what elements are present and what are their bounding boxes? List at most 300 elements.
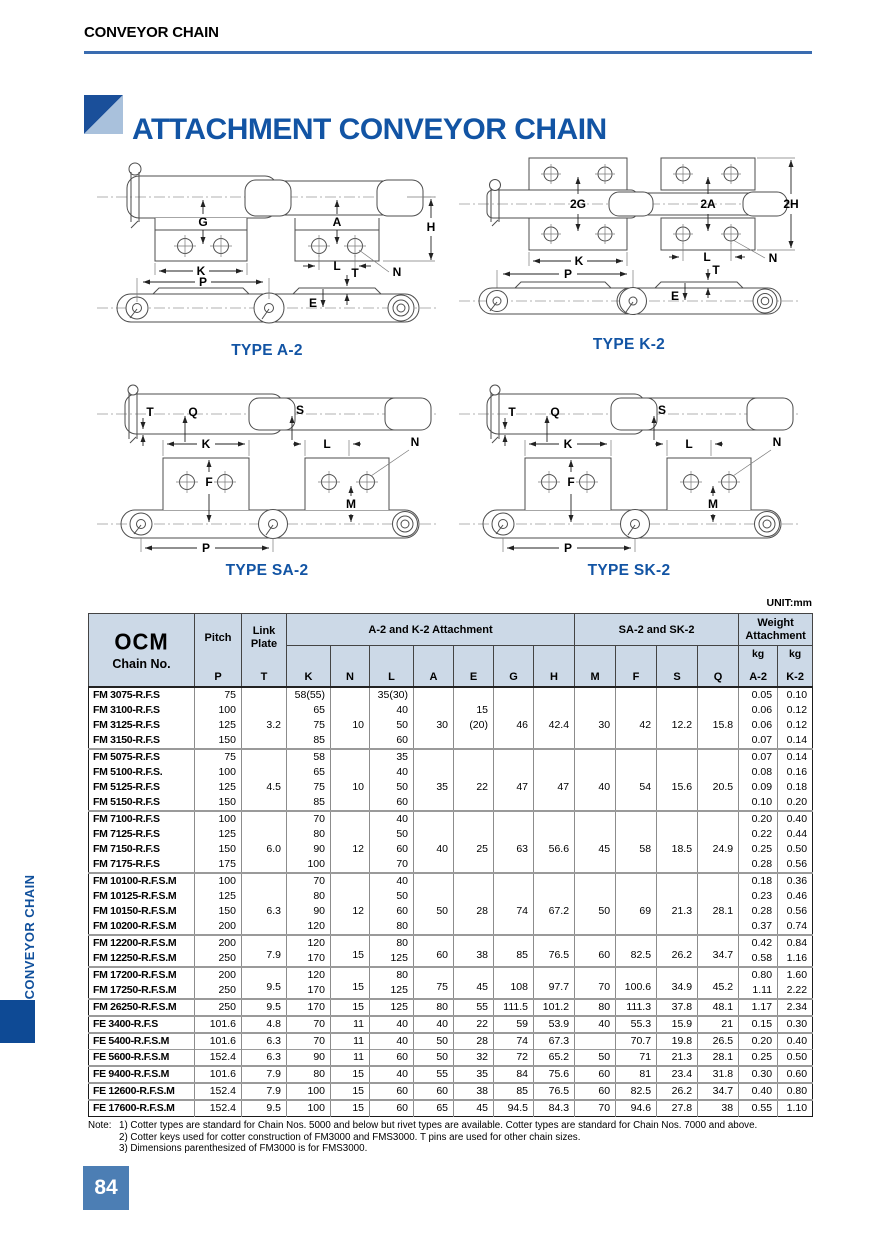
dim-label-m: M	[346, 497, 356, 511]
dim-label-f: F	[567, 475, 575, 489]
cell-a: 40	[414, 1016, 454, 1033]
cell-p: 200	[195, 919, 242, 935]
col-header-weight-k2: K-2	[778, 661, 813, 687]
cell-q: 31.8	[698, 1066, 739, 1083]
cell-l: 125	[370, 999, 414, 1016]
col-header-link-plate: Link Plate	[242, 614, 287, 662]
cell-t: 6.3	[242, 1033, 287, 1050]
cell-weight-a2: 0.25	[739, 842, 778, 857]
cell-h: 97.7	[534, 967, 575, 999]
dim-label-l: L	[685, 437, 693, 451]
cell-a: 75	[414, 967, 454, 999]
cell-g: 46	[494, 687, 534, 749]
table-row	[89, 1033, 813, 1050]
cell-weight-k2: 0.18	[778, 780, 813, 795]
note-line: 3) Dimensions parenthesized of FM3000 is for FMS3000.	[119, 1143, 368, 1155]
cell-weight-k2: 0.74	[778, 919, 813, 935]
cell-g: 74	[494, 873, 534, 935]
cell-q: 45.2	[698, 967, 739, 999]
cell-n: 11	[331, 1033, 370, 1050]
col-header-n: N	[331, 646, 370, 688]
cell-k: 90	[287, 904, 331, 919]
cell-t: 6.3	[242, 1050, 287, 1067]
group-header-weight: Weight Attachment	[739, 614, 813, 646]
diagram-a2	[97, 158, 437, 360]
cell-k: 100	[287, 1100, 331, 1117]
cell-e: 22	[454, 749, 494, 811]
diagram-sa2-drawing	[97, 384, 437, 556]
dim-label-n: N	[772, 435, 782, 449]
cell-e: 45	[454, 967, 494, 999]
cell-a: 55	[414, 1066, 454, 1083]
cell-p: 200	[195, 935, 242, 951]
diagram-a2-drawing	[97, 158, 437, 336]
dim-label-p: P	[201, 541, 211, 555]
header-rule	[84, 51, 812, 54]
cell-e: 15 (20)	[454, 687, 494, 749]
cell-q: 38	[698, 1100, 739, 1117]
table-row	[89, 1050, 813, 1067]
page-number-badge: 84	[83, 1166, 129, 1210]
table-row	[89, 1100, 813, 1117]
cell-n: 10	[331, 687, 370, 749]
cell-g: 111.5	[494, 999, 534, 1016]
cell-k: 80	[287, 827, 331, 842]
group-header-sa2sk2: SA-2 and SK-2	[575, 614, 739, 646]
dim-label-n: N	[410, 435, 420, 449]
cell-f: 70.7	[616, 1033, 657, 1050]
cell-g: 108	[494, 967, 534, 999]
cell-q: 21	[698, 1016, 739, 1033]
cell-e: 35	[454, 1066, 494, 1083]
cell-q: 48.1	[698, 999, 739, 1016]
dim-label-q: Q	[188, 405, 198, 419]
cell-l: 50	[370, 827, 414, 842]
dim-label-s: S	[295, 403, 305, 417]
cell-h: 56.6	[534, 811, 575, 873]
col-header-weight-a2: A-2	[739, 661, 778, 687]
cell-chain-no: FM 3125-R.F.S	[93, 719, 160, 731]
cell-k: 58	[287, 749, 331, 765]
dim-label-p: P	[563, 541, 573, 555]
cell-chain-no: FE 12600-R.F.S.M	[89, 1083, 195, 1100]
cell-weight-a2: 0.23	[739, 889, 778, 904]
cell-p: 250	[195, 951, 242, 967]
cell-t: 7.9	[242, 1083, 287, 1100]
cell-p: 152.4	[195, 1083, 242, 1100]
cell-chain-no: FE 9400-R.F.S.M	[89, 1066, 195, 1083]
cell-g: 74	[494, 1033, 534, 1050]
cell-s: 18.5	[657, 811, 698, 873]
cell-m	[575, 1033, 616, 1050]
cell-f: 94.6	[616, 1100, 657, 1117]
caption-a2: TYPE A-2	[231, 342, 303, 359]
cell-weight-a2: 0.25	[739, 1050, 778, 1067]
dim-label-t: T	[508, 405, 516, 419]
dim-label-t: T	[146, 405, 154, 419]
col-header-p: P	[195, 661, 242, 687]
cell-weight-a2: 0.06	[739, 718, 778, 733]
cell-f: 71	[616, 1050, 657, 1067]
cell-q: 28.1	[698, 873, 739, 935]
cell-weight-k2: 0.16	[778, 765, 813, 780]
cell-a: 50	[414, 1050, 454, 1067]
col-header-t: T	[242, 661, 287, 687]
cell-p: 125	[195, 718, 242, 733]
table-row	[89, 1016, 813, 1033]
cell-h: 53.9	[534, 1016, 575, 1033]
cell-p: 125	[195, 780, 242, 795]
cell-weight-a2: 0.40	[739, 1083, 778, 1100]
cell-f: 111.3	[616, 999, 657, 1016]
cell-chain-no: FM 3075-R.F.S	[93, 689, 160, 701]
cell-g: 84	[494, 1066, 534, 1083]
chain-table-body	[89, 687, 813, 1117]
cell-weight-a2: 0.08	[739, 765, 778, 780]
cell-p: 101.6	[195, 1033, 242, 1050]
cell-k: 70	[287, 811, 331, 827]
dim-label-h: H	[426, 220, 436, 234]
cell-weight-a2: 0.28	[739, 904, 778, 919]
cell-m: 70	[575, 1100, 616, 1117]
cell-weight-k2: 0.14	[778, 733, 813, 749]
cell-p: 250	[195, 999, 242, 1016]
cell-q: 20.5	[698, 749, 739, 811]
cell-a: 50	[414, 1033, 454, 1050]
cell-k: 170	[287, 951, 331, 967]
cell-h: 101.2	[534, 999, 575, 1016]
cell-l: 125	[370, 951, 414, 967]
cell-p: 150	[195, 842, 242, 857]
cell-weight-a2: 0.07	[739, 749, 778, 765]
cell-h: 84.3	[534, 1100, 575, 1117]
cell-k: 100	[287, 1083, 331, 1100]
cell-m: 80	[575, 999, 616, 1016]
cell-m: 60	[575, 935, 616, 967]
cell-p: 100	[195, 811, 242, 827]
cell-weight-a2: 0.18	[739, 873, 778, 889]
cell-s: 26.2	[657, 1083, 698, 1100]
cell-n: 15	[331, 967, 370, 999]
cell-p: 100	[195, 765, 242, 780]
cell-h: 75.6	[534, 1066, 575, 1083]
dim-label-a: A	[332, 215, 342, 229]
table-row	[89, 687, 813, 703]
cell-f: 58	[616, 811, 657, 873]
cell-k: 65	[287, 765, 331, 780]
cell-m: 50	[575, 873, 616, 935]
cell-t: 9.5	[242, 999, 287, 1016]
cell-l: 35(30)	[370, 687, 414, 703]
cell-weight-k2: 0.60	[778, 1066, 813, 1083]
cell-t: 7.9	[242, 935, 287, 967]
sidebar-tab	[0, 1000, 35, 1043]
cell-l: 35	[370, 749, 414, 765]
cell-weight-a2: 0.55	[739, 1100, 778, 1117]
col-header-h: H	[534, 646, 575, 688]
cell-weight-a2: 0.30	[739, 1066, 778, 1083]
cell-p: 75	[195, 687, 242, 703]
cell-l: 40	[370, 1033, 414, 1050]
kg-label-a2: kg	[739, 646, 778, 662]
dim-label-p: P	[563, 267, 573, 281]
cell-q: 26.5	[698, 1033, 739, 1050]
cell-l: 40	[370, 811, 414, 827]
cell-l: 40	[370, 765, 414, 780]
dim-label-2a: 2A	[700, 197, 716, 211]
cell-l: 60	[370, 1083, 414, 1100]
cell-p: 150	[195, 904, 242, 919]
cell-f: 69	[616, 873, 657, 935]
dim-label-k: K	[196, 264, 206, 278]
cell-a: 60	[414, 1083, 454, 1100]
cell-chain-no: FM 5100-R.F.S.	[93, 766, 163, 778]
cell-n: 15	[331, 1066, 370, 1083]
cell-l: 80	[370, 967, 414, 983]
cell-q: 34.7	[698, 1083, 739, 1100]
dim-label-t: T	[712, 263, 720, 277]
cell-l: 40	[370, 1066, 414, 1083]
page-title: ATTACHMENT CONVEYOR CHAIN	[132, 113, 607, 147]
dim-label-n: N	[768, 251, 778, 265]
cell-a: 60	[414, 935, 454, 967]
cell-weight-a2: 0.06	[739, 703, 778, 718]
cell-m: 50	[575, 1050, 616, 1067]
cell-s: 26.2	[657, 935, 698, 967]
cell-weight-a2: 1.11	[739, 983, 778, 999]
cell-chain-no: FM 5125-R.F.S	[93, 781, 160, 793]
cell-p: 125	[195, 827, 242, 842]
cell-weight-k2: 0.36	[778, 873, 813, 889]
cell-h: 47	[534, 749, 575, 811]
cell-n: 11	[331, 1050, 370, 1067]
caption-sa2: TYPE SA-2	[225, 562, 309, 579]
dim-label-l: L	[323, 437, 331, 451]
cell-weight-k2: 0.10	[778, 687, 813, 703]
cell-m: 40	[575, 749, 616, 811]
dim-label-n: N	[392, 265, 402, 279]
dim-label-l: L	[333, 259, 341, 273]
cell-l: 80	[370, 919, 414, 935]
dim-label-f: F	[205, 475, 213, 489]
cell-chain-no: FM 10100-R.F.S.M	[89, 873, 195, 889]
cell-chain-no: FM 12250-R.F.S.M	[93, 952, 177, 964]
table-row	[89, 1066, 813, 1083]
cell-g: 59	[494, 1016, 534, 1033]
col-header-s: S	[657, 646, 698, 688]
cell-g: 94.5	[494, 1100, 534, 1117]
spec-table-section	[88, 613, 812, 1155]
table-row	[89, 967, 813, 983]
notes	[88, 1120, 812, 1155]
cell-a: 35	[414, 749, 454, 811]
cell-h: 76.5	[534, 1083, 575, 1100]
cell-weight-k2: 0.40	[778, 811, 813, 827]
cell-m: 40	[575, 1016, 616, 1033]
dim-label-s: S	[657, 403, 667, 417]
cell-h: 76.5	[534, 935, 575, 967]
cell-chain-no: FE 3400-R.F.S	[89, 1016, 195, 1033]
cell-weight-k2: 2.34	[778, 999, 813, 1016]
cell-m: 30	[575, 687, 616, 749]
cell-weight-k2: 0.84	[778, 935, 813, 951]
cell-s: 21.3	[657, 1050, 698, 1067]
cell-weight-a2: 0.22	[739, 827, 778, 842]
dim-label-e: E	[308, 296, 318, 310]
dim-label-q: Q	[550, 405, 560, 419]
cell-chain-no: FM 3100-R.F.S	[93, 704, 160, 716]
col-header-pitch: Pitch	[195, 614, 242, 662]
note-label: Note:	[88, 1120, 112, 1131]
cell-p: 101.6	[195, 1016, 242, 1033]
col-header-q: Q	[698, 646, 739, 688]
cell-k: 90	[287, 1050, 331, 1067]
dim-label-2g: 2G	[569, 197, 587, 211]
cell-t: 7.9	[242, 1066, 287, 1083]
cell-weight-k2: 0.46	[778, 889, 813, 904]
cell-k: 75	[287, 780, 331, 795]
dim-label-k: K	[563, 437, 573, 451]
col-header-m: M	[575, 646, 616, 688]
cell-a: 65	[414, 1100, 454, 1117]
cell-chain-no: FM 7150-R.F.S	[93, 843, 160, 855]
cell-k: 70	[287, 873, 331, 889]
cell-q: 28.1	[698, 1050, 739, 1067]
cell-k: 100	[287, 857, 331, 873]
cell-weight-k2: 0.56	[778, 904, 813, 919]
dim-label-e: E	[670, 289, 680, 303]
cell-l: 60	[370, 733, 414, 749]
table-row	[89, 873, 813, 889]
cell-h: 65.2	[534, 1050, 575, 1067]
table-row	[89, 749, 813, 765]
cell-weight-a2: 1.17	[739, 999, 778, 1016]
page-header-label: CONVEYOR CHAIN	[84, 24, 219, 41]
cell-s: 15.9	[657, 1016, 698, 1033]
caption-k2: TYPE K-2	[592, 336, 666, 353]
cell-g: 63	[494, 811, 534, 873]
cell-q: 15.8	[698, 687, 739, 749]
caption-sk2: TYPE SK-2	[587, 562, 671, 579]
cell-chain-no: FM 7175-R.F.S	[93, 858, 160, 870]
cell-weight-a2: 0.09	[739, 780, 778, 795]
cell-l: 40	[370, 873, 414, 889]
cell-k: 90	[287, 842, 331, 857]
cell-weight-a2: 0.42	[739, 935, 778, 951]
cell-t: 9.5	[242, 1100, 287, 1117]
cell-p: 100	[195, 703, 242, 718]
cell-n: 12	[331, 873, 370, 935]
sidebar-vertical-label: CONVEYOR CHAIN	[22, 874, 37, 1000]
cell-l: 60	[370, 904, 414, 919]
cell-s: 23.4	[657, 1066, 698, 1083]
cell-t: 9.5	[242, 967, 287, 999]
cell-f: 100.6	[616, 967, 657, 999]
cell-weight-k2: 1.10	[778, 1100, 813, 1117]
cell-f: 82.5	[616, 1083, 657, 1100]
cell-p: 100	[195, 873, 242, 889]
cell-chain-no: FM 7125-R.F.S	[93, 828, 160, 840]
cell-chain-no: FM 12200-R.F.S.M	[89, 935, 195, 951]
cell-weight-k2: 0.56	[778, 857, 813, 873]
table-row	[89, 999, 813, 1016]
cell-l: 70	[370, 857, 414, 873]
cell-l: 50	[370, 780, 414, 795]
cell-n: 12	[331, 811, 370, 873]
col-header-k: K	[287, 646, 331, 688]
dim-label-t: T	[351, 266, 359, 280]
cell-weight-a2: 0.28	[739, 857, 778, 873]
cell-n: 15	[331, 935, 370, 967]
cell-chain-no: FM 17250-R.F.S.M	[93, 984, 177, 996]
diagram-sk2	[459, 384, 799, 580]
cell-weight-a2: 0.07	[739, 733, 778, 749]
cell-k: 120	[287, 935, 331, 951]
cell-l: 80	[370, 935, 414, 951]
dim-label-p: P	[198, 275, 208, 289]
diagram-k2-drawing	[459, 154, 799, 330]
cell-weight-k2: 0.40	[778, 1033, 813, 1050]
cell-g: 85	[494, 935, 534, 967]
cell-weight-a2: 0.10	[739, 795, 778, 811]
cell-weight-k2: 1.60	[778, 967, 813, 983]
cell-weight-a2: 0.80	[739, 967, 778, 983]
cell-a: 40	[414, 811, 454, 873]
table-row	[89, 1083, 813, 1100]
cell-p: 75	[195, 749, 242, 765]
cell-k: 120	[287, 919, 331, 935]
cell-p: 200	[195, 967, 242, 983]
cell-k: 70	[287, 1033, 331, 1050]
cell-n: 11	[331, 1016, 370, 1033]
cell-h: 42.4	[534, 687, 575, 749]
cell-a: 80	[414, 999, 454, 1016]
cell-s: 34.9	[657, 967, 698, 999]
cell-l: 40	[370, 703, 414, 718]
brand-cell	[89, 614, 195, 688]
cell-weight-a2: 0.20	[739, 1033, 778, 1050]
cell-s: 37.8	[657, 999, 698, 1016]
cell-weight-a2: 0.37	[739, 919, 778, 935]
cell-weight-k2: 2.22	[778, 983, 813, 999]
cell-t: 6.0	[242, 811, 287, 873]
cell-l: 50	[370, 889, 414, 904]
cell-e: 22	[454, 1016, 494, 1033]
cell-k: 70	[287, 1016, 331, 1033]
cell-k: 80	[287, 889, 331, 904]
cell-chain-no: FM 10150-R.F.S.M	[93, 905, 177, 917]
cell-f: 54	[616, 749, 657, 811]
cell-chain-no: FM 26250-R.F.S.M	[89, 999, 195, 1016]
cell-p: 250	[195, 983, 242, 999]
cell-e: 32	[454, 1050, 494, 1067]
cell-l: 60	[370, 842, 414, 857]
note-line: 1) Cotter types are standard for Chain Nos. 5000 and below but rivet types are available. Cotter types are standard for Chain Nos. 7000 and above.	[119, 1120, 758, 1131]
cell-p: 175	[195, 857, 242, 873]
cell-chain-no: FM 3150-R.F.S	[93, 734, 160, 746]
cell-m: 45	[575, 811, 616, 873]
cell-weight-a2: 0.05	[739, 687, 778, 703]
cell-n: 15	[331, 1100, 370, 1117]
cell-chain-no: FE 5400-R.F.S.M	[89, 1033, 195, 1050]
cell-weight-k2: 0.44	[778, 827, 813, 842]
brand-logo: OCM	[114, 628, 169, 655]
cell-l: 40	[370, 1016, 414, 1033]
cell-q: 24.9	[698, 811, 739, 873]
cell-weight-k2: 0.12	[778, 703, 813, 718]
cell-chain-no: FM 5075-R.F.S	[89, 749, 195, 765]
cell-f: 55.3	[616, 1016, 657, 1033]
